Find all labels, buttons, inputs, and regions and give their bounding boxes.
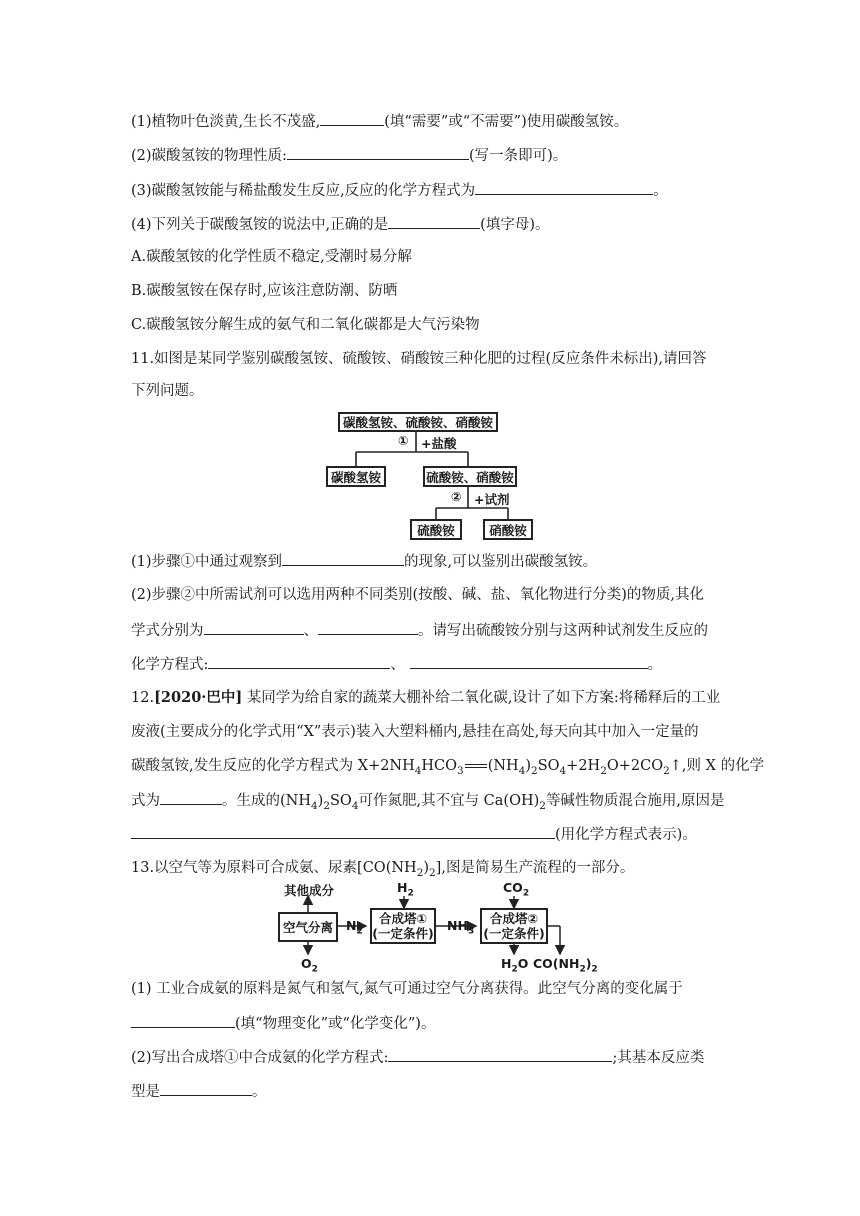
diagram-box-ammonium-sulfate: 硫酸铵 <box>410 519 462 540</box>
q11-part1: (1)步骤①中通过观察到 的现象,可以鉴别出碳酸氢铵。 <box>131 551 597 572</box>
q11-part2: (2)步骤②中所需试剂可以选用两种不同类别(按酸、碱、盐、氧化物进行分类)的物质,其化 <box>131 587 704 603</box>
q12-line-2: 废液(主要成分的化学式用“X”表示)装入大塑料桶内,悬挂在高处,每天向其中加入一定量的 <box>131 724 699 740</box>
label-h2: $H_2$ <box>397 880 414 899</box>
step-2-marker: ② <box>451 489 462 504</box>
q12-source: [2020·巴中] <box>154 689 243 706</box>
q10-part4: (4)下列关于碳酸氢铵的说法中,正确的是 (填字母)。 <box>131 214 549 235</box>
q12-line-5: (用化学方程式表示)。 <box>131 824 697 845</box>
q11-part2-cont: 学式分别为 、 。请写出硫酸铵分别与这两种试剂发生反应的 <box>131 620 708 641</box>
q10-part1: (1)植物叶色淡黄,生长不茂盛, (填“需要”或“不需要”)使用碳酸氢铵。 <box>131 111 628 132</box>
q12-line-4: 式为 。生成的$(NH_4)_2SO_4$可作氮肥,其不宜与 $Ca(OH)_2$等碱性物质混合施用,原因是 <box>131 790 725 816</box>
q13-part2: (2)写出合成塔①中合成氨的化学方程式: ;其基本反应类 <box>131 1047 704 1068</box>
box-synthesis-tower-1: 合成塔① (一定条件) <box>370 908 436 944</box>
q10-part2: (2)碳酸氢铵的物理性质: (写一条即可)。 <box>131 145 567 166</box>
answer-blank[interactable] <box>388 1047 612 1062</box>
answer-blank[interactable] <box>160 1081 252 1096</box>
label-o2: $O_2$ <box>301 956 318 975</box>
label-h2o: $H_2O$ <box>501 956 529 975</box>
label-urea: $CO(NH_2)_2$ <box>533 956 598 975</box>
step-1-marker: ① <box>398 433 409 448</box>
diagram-box-sulfate-nitrate: 硫酸铵、硝酸铵 <box>423 466 517 487</box>
step-2-reagent: +试剂 <box>474 492 510 507</box>
q11-part2-equations: 化学方程式: 、 。 <box>131 654 662 675</box>
q12-line-1: 12.[2020·巴中] 某同学为给自家的蔬菜大棚补给二氧化碳,设计了如下方案:将稀释后的工业 <box>131 689 721 706</box>
box-air-separation: 空气分离 <box>278 912 338 942</box>
q10-option-c: C.碳酸氢铵分解生成的氨气和二氧化碳都是大气污染物 <box>131 317 480 333</box>
label-n2: $N_2$ <box>346 918 363 937</box>
diagram-box-mixture: 碳酸氢铵、硫酸铵、硝酸铵 <box>338 412 498 432</box>
q10-part3: (3)碳酸氢铵能与稀盐酸发生反应,反应的化学方程式为 。 <box>131 180 668 201</box>
label-co2: $CO_2$ <box>503 880 530 899</box>
diagram-box-ammonium-nitrate: 硝酸铵 <box>483 519 533 540</box>
box-synthesis-tower-2: 合成塔② (一定条件) <box>480 908 548 944</box>
q13-part1-cont: (填“物理变化”或“化学变化”)。 <box>131 1013 435 1034</box>
q11-stem: 11.如图是某同学鉴别碳酸氢铵、硫酸铵、硝酸铵三种化肥的过程(反应条件未标出),请回答 <box>131 351 707 367</box>
q10-option-b: B.碳酸氢铵在保存时,应该注意防潮、防晒 <box>131 283 398 299</box>
q11-stem-cont: 下列问题。 <box>131 383 204 399</box>
q13-stem: 13.以空气等为原料可合成氨、尿素$[CO(NH_2)_2]$,图是简易生产流程的一部分。 <box>131 860 635 879</box>
q13-part1: (1) 工业合成氨的原料是氮气和氢气,氮气可通过空气分离获得。此空气分离的变化属于 <box>131 981 683 997</box>
diagram-box-ammonium-bicarbonate: 碳酸氢铵 <box>326 466 386 487</box>
step-1-reagent: +盐酸 <box>421 436 457 451</box>
q10-option-a: A.碳酸氢铵的化学性质不稳定,受潮时易分解 <box>131 249 412 265</box>
label-nh3: $NH_3$ <box>447 918 475 937</box>
q12-equation-line: 碳酸氢铵,发生反应的化学方程式为 $X+2NH_4HCO_3$ $(NH_4)_2SO_4+2H_2O+2CO_2↑$,则 X 的化学 <box>131 758 765 777</box>
q13-part2-cont: 型是 。 <box>131 1081 267 1102</box>
answer-blank[interactable] <box>131 1013 235 1028</box>
label-other-components: 其他成分 <box>284 883 335 898</box>
